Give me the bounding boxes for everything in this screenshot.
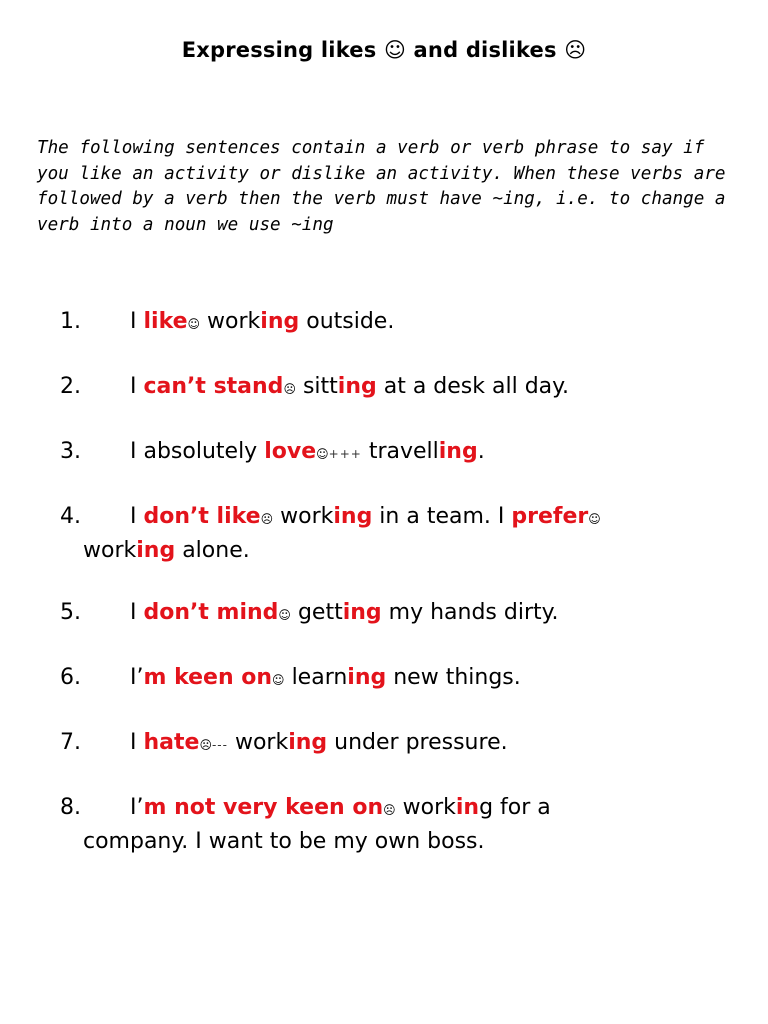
item-rest: outside. [299, 309, 395, 334]
item-ing-ending: ing [438, 439, 478, 464]
smile-icon: ☺ [588, 512, 601, 526]
item-number: 1. [60, 309, 81, 334]
smile-icon: ☺ [187, 317, 201, 331]
item-number: 8. [60, 795, 81, 820]
item-rest: under pressure. [327, 730, 508, 755]
item-number: 6. [60, 665, 81, 690]
item-subject: I [130, 374, 144, 399]
frown-icon: ☹ [283, 382, 296, 396]
item-ing-ending: ing [136, 538, 176, 563]
item-ing-ending: ing [342, 600, 382, 625]
item-subject: I’ [130, 665, 144, 690]
item-verb-stem: learn [291, 665, 348, 690]
item-verb-stem: gett [297, 600, 343, 625]
item-ing-ending: ing [347, 665, 387, 690]
intensity-marks: +++ [328, 447, 362, 461]
item-ing-ending: ing [337, 374, 377, 399]
item-ing-ending: in [455, 795, 480, 820]
item-subject: I absolutely [130, 439, 265, 464]
item-verb-phrase: m not very keen on [143, 795, 384, 820]
item-number: 4. [60, 504, 81, 529]
item-number: 3. [60, 439, 81, 464]
item-verb-phrase-2: prefer [511, 504, 589, 529]
item-rest: in a team. I [372, 504, 512, 529]
item-verb-phrase: hate [143, 730, 200, 755]
item-rest: alone. [175, 538, 250, 563]
item-ing-ending: ing [333, 504, 373, 529]
item-verb-stem: work [83, 538, 137, 563]
frown-icon: ☹ [260, 512, 274, 526]
item-verb-phrase: m keen on [143, 665, 273, 690]
item-number: 2. [60, 374, 81, 399]
list-item [60, 792, 750, 857]
item-subject: I [130, 730, 144, 755]
item-rest: g for a [479, 795, 551, 820]
sentence-list [60, 306, 750, 888]
smile-icon: ☺ [278, 608, 291, 622]
item-rest: new things. [386, 665, 521, 690]
item-verb-phrase: don’t like [143, 504, 261, 529]
item-ing-ending: ing [288, 730, 328, 755]
item-verb-phrase: don’t mind [143, 600, 279, 625]
item-continuation: company. I want to be my own boss. [83, 829, 485, 854]
smile-icon: ☺ [272, 673, 285, 687]
item-subject: I [130, 600, 144, 625]
item-verb-stem: sitt [302, 374, 338, 399]
item-verb-stem: work [280, 504, 334, 529]
list-item [60, 597, 750, 631]
item-verb-stem: work [402, 795, 456, 820]
item-verb-stem: work [234, 730, 289, 755]
item-subject: I’ [130, 795, 144, 820]
item-continuation [60, 538, 250, 563]
item-subject: I [130, 309, 144, 334]
item-ing-ending: ing [260, 309, 300, 334]
intensity-marks: --- [211, 738, 228, 752]
intro-paragraph: The following sentences contain a verb or verb phrase to say if you like an activity or dislike an activity. When these verbs are followed by a verb then the verb must have ~ing, i.e. to change a verb into a noun we use ~ing [37, 138, 726, 235]
list-item [60, 501, 750, 566]
item-verb-stem: work [207, 309, 261, 334]
item-verb-phrase: love [264, 439, 317, 464]
list-item [60, 727, 750, 761]
list-item [60, 662, 750, 696]
item-verb-phrase: like [143, 309, 188, 334]
smile-icon: ☺ [316, 447, 329, 461]
item-verb-phrase: can’t stand [143, 374, 284, 399]
item-number: 5. [60, 600, 81, 625]
frown-icon: ☹ [383, 803, 396, 817]
item-rest: my hands dirty. [381, 600, 559, 625]
item-number: 7. [60, 730, 81, 755]
item-subject: I [130, 504, 144, 529]
list-item [60, 306, 750, 340]
list-item [60, 371, 750, 405]
item-rest: . [477, 439, 485, 464]
item-rest: at a desk all day. [376, 374, 570, 399]
item-verb-stem: travell [368, 439, 439, 464]
page-title: Expressing likes ☺ and dislikes ☹ [181, 38, 587, 62]
frown-icon: ☹ [199, 738, 212, 752]
list-item [60, 436, 750, 470]
